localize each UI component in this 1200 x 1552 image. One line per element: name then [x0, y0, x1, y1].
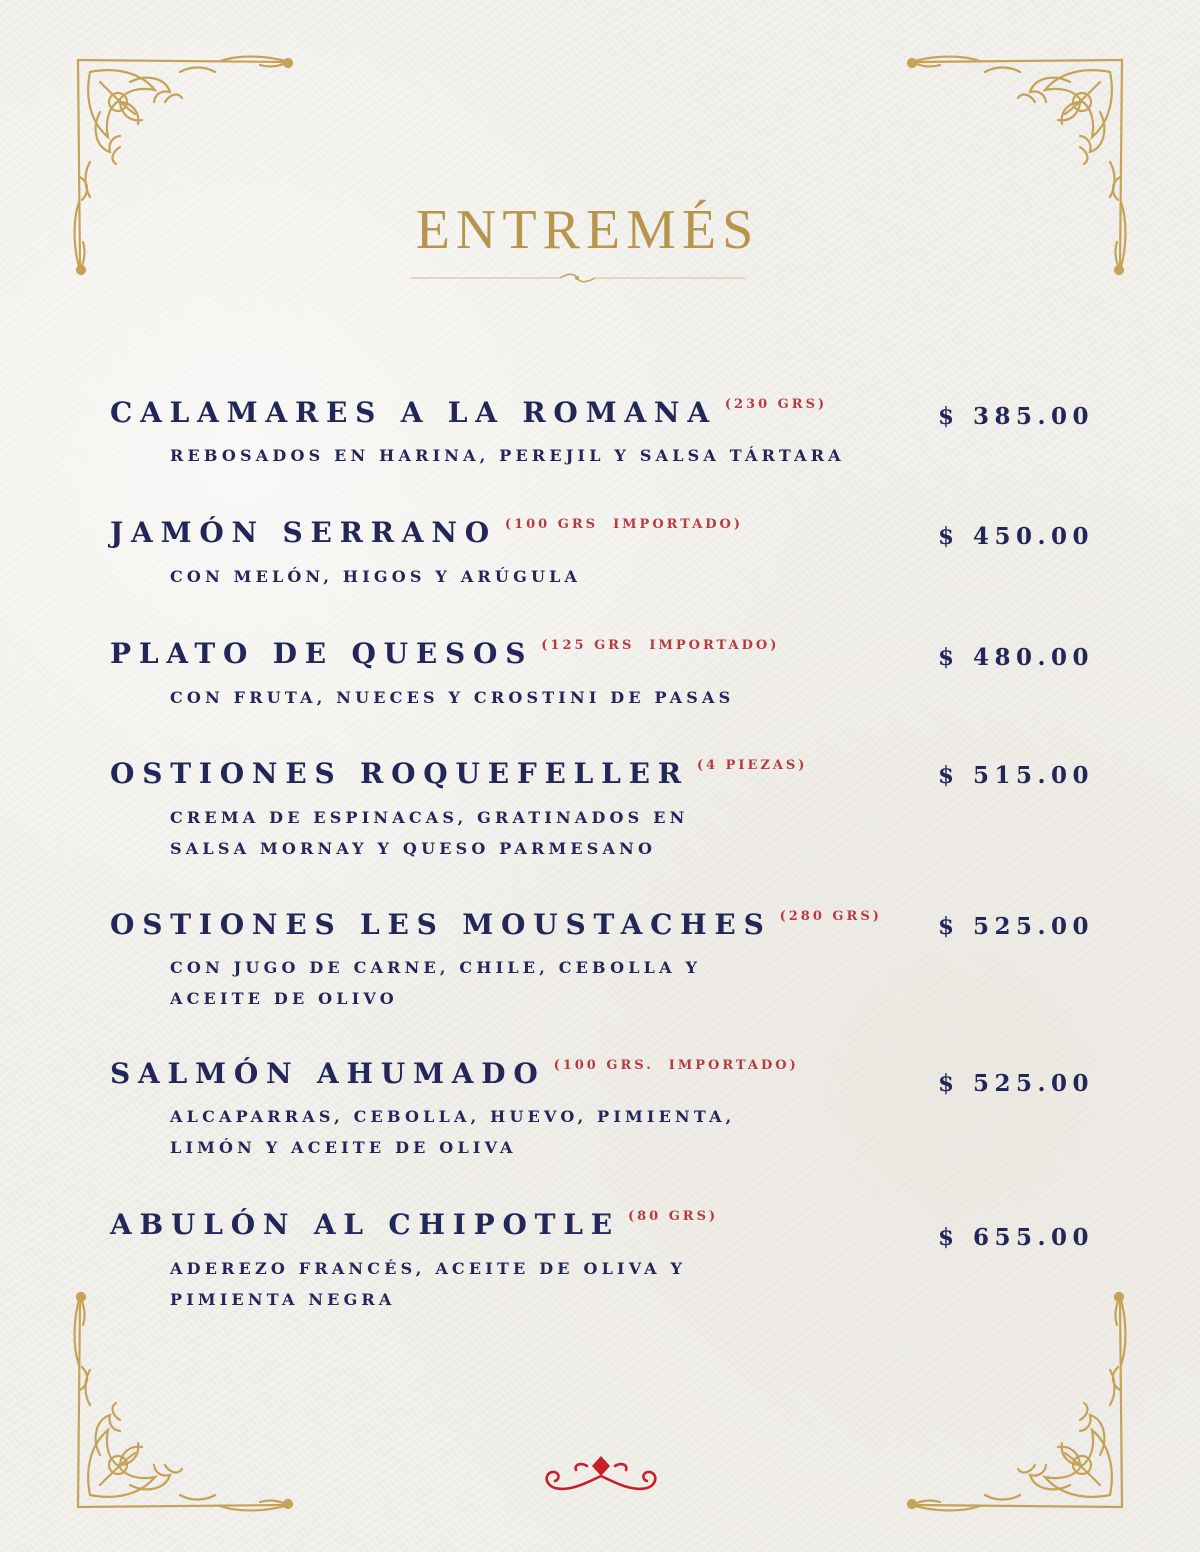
menu-item-price: $ 525.00 [938, 1070, 1095, 1097]
menu-item-name [110, 396, 827, 429]
menu-item-note: (125 GRS IMPORTADO) [541, 638, 780, 653]
menu-item-title: SALMÓN AHUMADO [110, 1057, 546, 1090]
corner-flourish-bottom-right-icon [890, 1285, 1130, 1515]
menu-item-title: CALAMARES A LA ROMANA [110, 396, 717, 429]
menu-item-description [170, 1253, 686, 1315]
description-line: CON MELÓN, HIGOS Y ARÚGULA [170, 567, 582, 586]
red-flourish-icon [540, 1452, 662, 1502]
description-line: ALCAPARRAS, CEBOLLA, HUEVO, PIMIENTA, [170, 1107, 736, 1126]
menu-item-title: OSTIONES LES MOUSTACHES [110, 908, 772, 941]
menu-item-price: $ 525.00 [938, 913, 1095, 940]
description-line: LIMÓN Y ACEITE DE OLIVA [170, 1138, 517, 1157]
description-line: CREMA DE ESPINACAS, GRATINADOS EN [170, 808, 689, 827]
menu-item-price: $ 515.00 [938, 762, 1095, 789]
description-line: ACEITE DE OLIVO [170, 989, 398, 1008]
menu-item-name [110, 1208, 718, 1241]
corner-flourish-top-right-icon [890, 52, 1130, 282]
page-title: ENTREMÉS [415, 199, 760, 261]
menu-item-price: $ 655.00 [938, 1224, 1095, 1251]
title-divider-icon [410, 270, 745, 286]
description-line: CON FRUTA, NUECES Y CROSTINI DE PASAS [170, 688, 735, 707]
menu-item-title: PLATO DE QUESOS [110, 637, 534, 670]
description-line: CON JUGO DE CARNE, CHILE, CEBOLLA Y [170, 958, 702, 977]
menu-item-note: (100 GRS. IMPORTADO) [553, 1058, 799, 1073]
menu-item-title: OSTIONES ROQUEFELLER [110, 757, 689, 790]
menu-item-note: (280 GRS) [779, 909, 882, 924]
menu-item-price: $ 450.00 [938, 523, 1095, 550]
menu-item-description [170, 802, 688, 864]
corner-flourish-bottom-left-icon [70, 1285, 310, 1515]
menu-item-title: JAMÓN SERRANO [110, 516, 497, 549]
menu-item-price: $ 480.00 [938, 644, 1095, 671]
menu-item-description [170, 1101, 735, 1163]
menu-item-note: (80 GRS) [627, 1209, 719, 1224]
menu-item-name [110, 1057, 799, 1090]
menu-item-description [170, 440, 845, 471]
menu-item-note: (4 PIEZAS) [696, 758, 808, 773]
description-line: SALSA MORNAY Y QUESO PARMESANO [170, 839, 657, 858]
menu-item-title: ABULÓN AL CHIPOTLE [110, 1208, 620, 1241]
menu-item-note: (230 GRS) [724, 397, 828, 412]
description-line: REBOSADOS EN HARINA, PEREJIL Y SALSA TÁRTARA [170, 446, 845, 465]
menu-item-name [110, 757, 807, 790]
menu-item-description [170, 682, 734, 713]
menu-item-name [110, 908, 882, 941]
description-line: PIMIENTA NEGRA [170, 1290, 396, 1309]
menu-item-name [110, 516, 743, 549]
menu-item-price: $ 385.00 [938, 403, 1095, 430]
menu-item-description [170, 952, 701, 1014]
corner-flourish-top-left-icon [70, 52, 310, 282]
menu-item-description [170, 561, 581, 592]
menu-item-note: (100 GRS IMPORTADO) [504, 517, 744, 532]
description-line: ADEREZO FRANCÉS, ACEITE DE OLIVA Y [170, 1259, 687, 1278]
menu-item-name [110, 637, 779, 670]
